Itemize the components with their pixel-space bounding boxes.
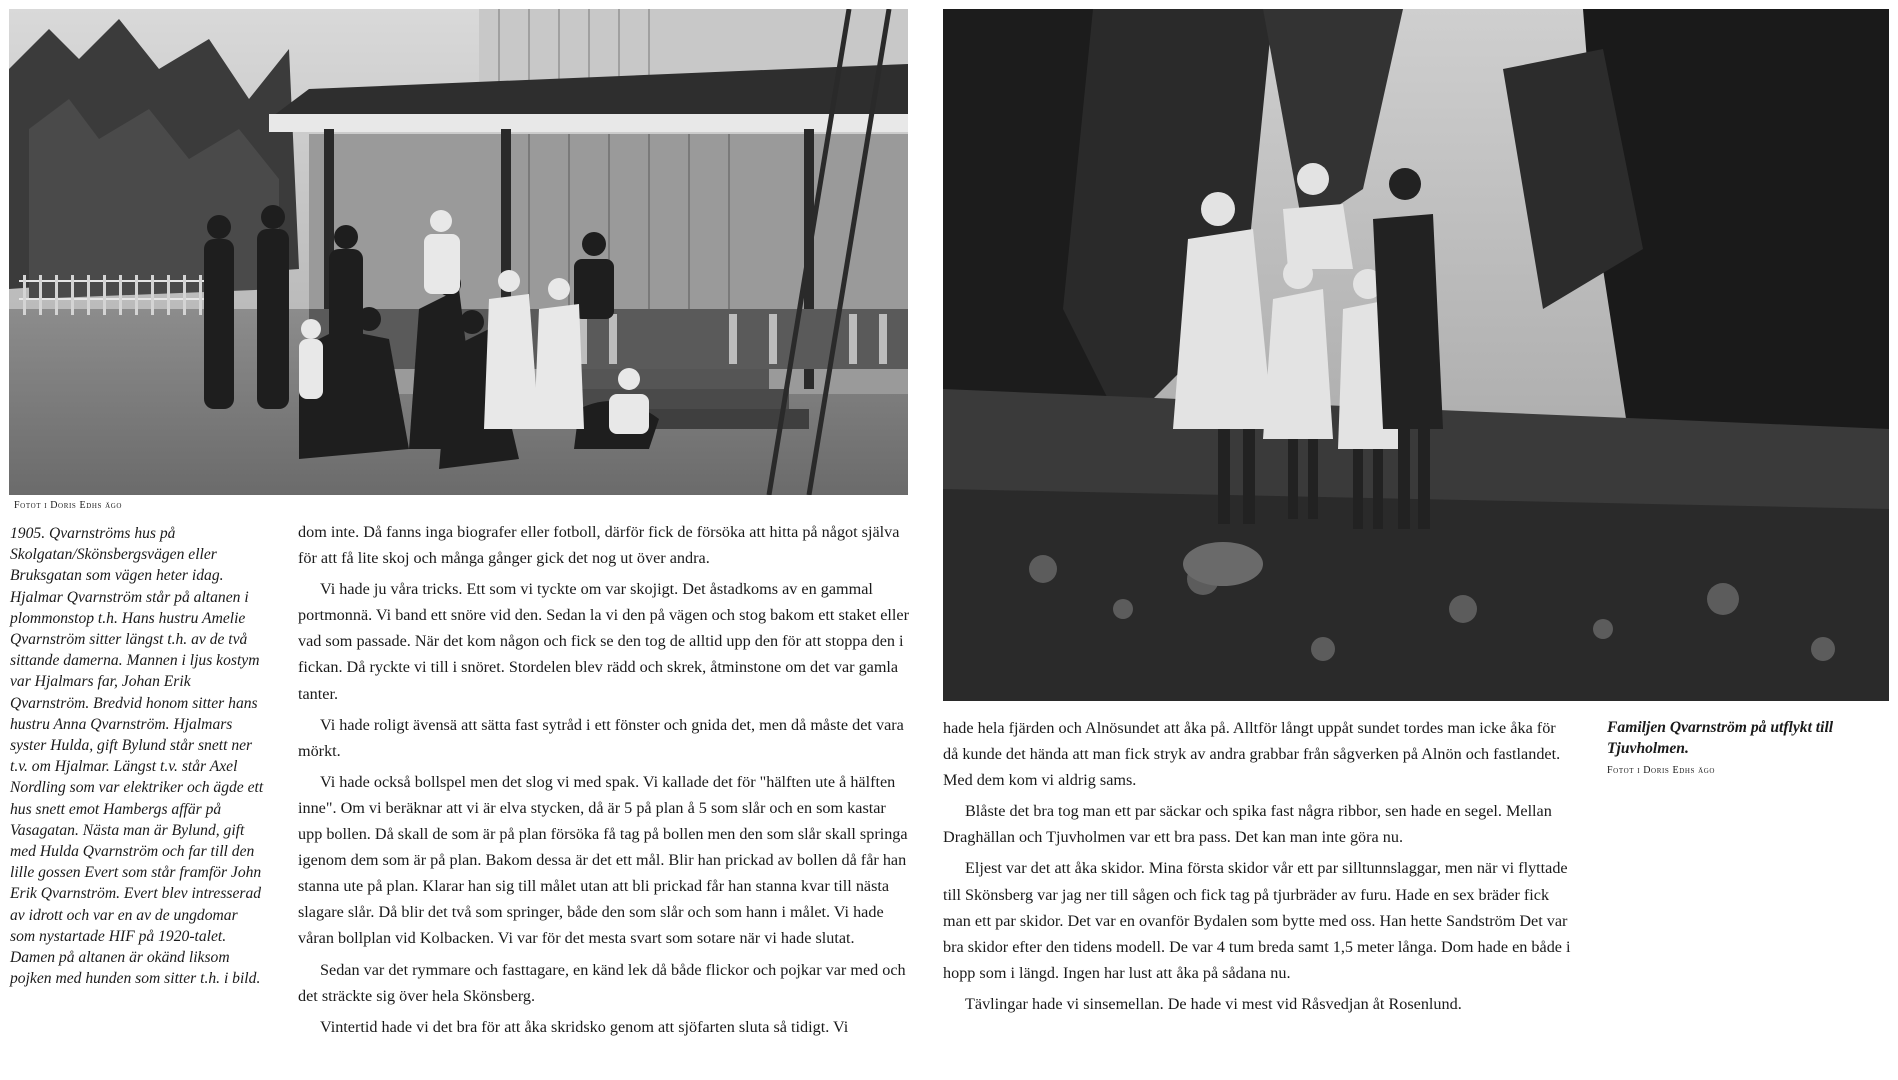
house-family-photo-art [9,9,908,495]
body-column-right [943,715,1573,1017]
paragraph: Sedan var det rymmare och fasttagare, en känd lek då både flickor och pojkar var med och det sträckte sig över hela Skönsberg. [298,960,906,1005]
paragraph: dom inte. Då fanns inga biografer eller fotboll, därför fick de försöka att hitta på något själva för att få lite skoj och många gånger gick det nog ut över andra. [298,523,900,568]
body-column-left [298,519,913,1040]
house-family-photo [9,9,908,495]
paragraph: Vintertid hade vi det bra för att åka skridsko genom att sjöfarten sluta så tidigt. Vi [320,1017,849,1036]
paragraph: Vi hade också bollspel men det slog vi med spak. Vi kallade det för "hälften ute å hälften inne". Om vi beräknar att vi är elva stycken, då är 5 på plan å 5 som slår och en som kastar upp bollen. Då skall de som är på plan försöka få tag på bollen men den som slår skall springa igenom dem som är på plan. Bakom dessa är det ett mål. Blir han prickad av bollen då får han stanna ute på plan. Klarar han sig till målet utan att bli prickad får han stanna kvar till nästa slagare slår. Då blir det två som springer, både den som slår och som hann i målet. Vi hade våran bollplan vid Kolbacken. Vi var för det mesta svart som sotare när vi hade slutat. [298,772,908,948]
forest-family-photo-art [943,9,1889,701]
photo-credit-left: Fotot i Doris Edhs ägo [14,500,123,511]
paragraph: Tävlingar hade vi sinsemellan. De hade vi mest vid Råsvedjan åt Rosenlund. [965,994,1462,1013]
photo-caption-right: Familjen Qvarnström på utflykt till Tjuvholmen. [1607,719,1834,757]
paragraph: Eljest var det att åka skidor. Mina första skidor vår ett par silltunnslaggar, men när vi flyttade till Skönsberg var jag ner till sågen och fick tag på tjurbräder av furu. Hade en sex bräder fick man ett par skidor. Det var en ovanför Bydalen som bytte med oss. Han hette Sandström Det var bra skidor efter den tidens modell. De var 4 tum breda samt 1,5 meter långa. Dom hade en både i hopp som i längd. Ingen har lust att åka på sådana nu. [943,859,1571,982]
forest-family-photo [943,9,1889,701]
paragraph: Vi hade ju våra tricks. Ett som vi tyckte om var skojigt. Det åstadkoms av en gammal portmonnä. Vi band ett snöre vid den. Sedan la vi den på vägen och stog bakom ett staket eller vad som passade. När det kom någon och fick se den tog de alltid upp den för att stoppa den i fickan. Då ryckte vi till i snöret. Stordelen blev rädd och skrek, åtminstone om det var gamla tanter. [298,580,909,703]
paragraph: Blåste det bra tog man ett par säckar och spika fast några ribbor, sen hade en segel. Mellan Draghällan och Tjuvholmen var ett bra pass. Det kan man inte göra nu. [943,802,1552,847]
paragraph: Vi hade roligt ävensä att sätta fast sytråd i ett fönster och gnida det, men då måste det vara mörkt. [298,715,904,760]
photo-credit-right: Fotot i Doris Edhs ägo [1607,765,1716,776]
photo-caption-left: 1905. Qvarnströms hus på Skolgatan/Skönsbergsvägen eller Bruksgatan som vägen heter idag. Hjalmar Qvarnström står på altanen i plommonstop t.h. Hans hustru Amelie Qvarnström sitter längst t.h. av de två sittande damerna. Mannen i ljus kostym var Hjalmars far, Johan Erik Qvarnström. Bredvid honom sitter hans hustru Anna Qvarnström. Hjalmars syster Hulda, gift Bylund står snett ner t.v. om Hjalmar. Längst t.v. står Axel Nordling som var elektriker och ägde ett hus snett emot Hambergs affär på Vasagatan. Nästa man är Bylund, gift med Hulda Qvarnström och far till den lille gossen Evert som står framför John Erik Qvarnström. Evert blev intresserad av idrott och var en av de ungdomar som nystartade HIF på 1920-talet. Damen på altanen är okänd liksom pojken med hunden som sitter t.h. i bild. [10,525,264,988]
paragraph: hade hela fjärden och Alnösundet att åka på. Alltför långt uppåt sundet tordes man icke åka för då kunde det hända att man fick stryk av andra grabbar från sågverken på Alnön och fastlandet. Med dem kom vi aldrig sams. [943,719,1561,790]
